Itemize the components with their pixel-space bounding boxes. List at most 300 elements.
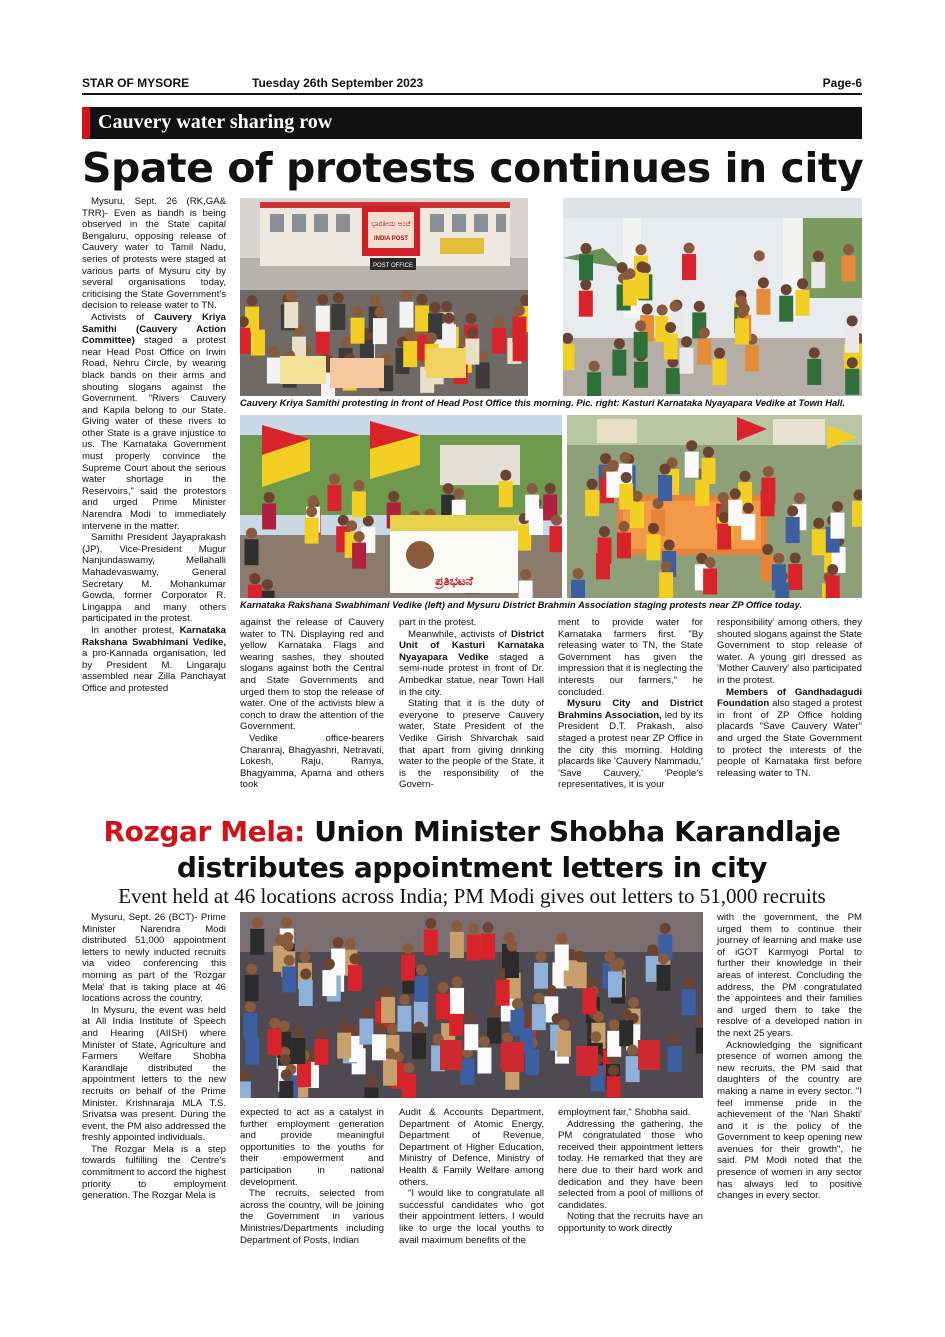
person-figure <box>316 306 330 332</box>
person-figure <box>240 328 250 354</box>
person-head <box>714 348 725 359</box>
person-head <box>438 982 449 993</box>
person-head <box>425 918 436 929</box>
person-figure <box>845 327 859 353</box>
person-figure <box>510 1010 524 1036</box>
photo-town-hall-art <box>563 198 862 396</box>
paragraph: The Rozgar Mela is a step towards fulfilling the Centre's commitment to accord the highest priority to employment generation. The Rozgar Mela is <box>82 1143 226 1202</box>
paragraph: responsibility' among others, they shouted slogans against the State Government to stop release of water. A young girl dressed as 'Mother Cauvery' also participated in the protest. <box>717 617 862 686</box>
photo-head-post-office <box>240 198 528 396</box>
photo-brahmin-association <box>567 415 862 598</box>
person-figure <box>262 503 276 529</box>
page-number: Page-6 <box>822 76 862 90</box>
paragraph-lead: Meanwhile, activists of <box>408 628 511 640</box>
person-figure <box>658 475 672 501</box>
person-head <box>317 294 328 305</box>
person-head <box>403 1062 414 1073</box>
photo-head-post-office-art <box>240 198 528 396</box>
person-figure <box>756 289 770 315</box>
person-figure <box>623 280 637 306</box>
person-figure <box>772 564 786 590</box>
person-figure <box>713 359 727 385</box>
person-head <box>443 483 454 494</box>
person-figure <box>415 305 429 331</box>
person-head <box>329 474 340 485</box>
person-figure <box>761 478 775 504</box>
person-figure <box>322 970 336 996</box>
photo-town-hall <box>563 198 862 396</box>
person-head <box>736 307 747 318</box>
person-figure <box>812 529 826 555</box>
person-figure <box>299 980 313 1006</box>
paragraph-body: staged a semi-nude protest in front of Dr. Ambedkar statue, near Town Hall in the city. <box>399 651 544 698</box>
person-figure <box>464 1024 478 1050</box>
person-figure <box>414 976 428 1002</box>
person-figure <box>779 296 793 322</box>
paragraph <box>82 312 226 532</box>
person-head <box>558 1019 569 1030</box>
story2-headline-line1 <box>82 814 862 850</box>
person-figure <box>401 955 415 981</box>
person-head <box>621 472 632 483</box>
person-head <box>366 1076 377 1087</box>
organisation-name: District Unit of Kasturi Karnataka Nyayapara Vedike <box>399 628 544 663</box>
person-figure <box>619 484 633 510</box>
person-figure <box>248 585 262 598</box>
person-head <box>740 471 751 482</box>
masthead <box>82 76 862 92</box>
person-figure <box>728 500 742 526</box>
person-figure <box>703 568 717 594</box>
post-office-sign-kannada: ಭಾರತೀಯ ಅಂಚೆ <box>371 220 411 228</box>
person-head <box>608 460 619 471</box>
person-figure <box>571 580 585 598</box>
caption-top: Cauvery Kriya Samithi protesting in front of Head Post Office this morning. Pic. right: Kasturi Karnataka Nyayapara Vedike at Town Hall. <box>240 397 845 408</box>
story2-deck: Event held at 46 locations across India; PM Modi gives out letters to 51,000 recruits <box>118 884 826 908</box>
paragraph <box>558 698 703 791</box>
kicker-accent <box>82 107 90 139</box>
person-head <box>354 531 365 542</box>
person-figure <box>842 255 856 281</box>
person-head <box>580 279 591 290</box>
person-figure <box>696 1028 703 1054</box>
story1-column-3 <box>399 617 544 791</box>
person-figure <box>499 481 513 507</box>
paragraph <box>717 687 862 780</box>
story2-column-2 <box>240 1107 384 1246</box>
person-figure <box>519 581 533 598</box>
person-figure <box>279 1081 293 1098</box>
rozgar-mela-label: Rozgar Mela: <box>103 815 305 848</box>
person-head <box>269 1018 280 1029</box>
person-head <box>781 284 792 295</box>
person-head <box>300 968 311 979</box>
person-head <box>346 520 357 531</box>
person-figure <box>399 302 413 328</box>
person-figure <box>830 513 844 539</box>
person-figure <box>348 965 362 991</box>
person-figure <box>634 332 648 358</box>
person-figure <box>477 1048 491 1074</box>
paragraph: ment to provide water for Karnataka farmers first. "By releasing water to TN, the State Government has given the impression that it is neglecting the interests our farmers," he concluded. <box>558 617 703 698</box>
person-figure <box>245 1039 259 1065</box>
person-head <box>658 953 669 964</box>
person-figure <box>373 318 387 344</box>
person-head <box>608 1065 619 1076</box>
person-head <box>252 917 263 928</box>
story2-headline-part: Union Minister Shobha Karandlaje <box>304 815 841 848</box>
person-figure <box>573 962 587 988</box>
person-head <box>500 470 511 481</box>
paragraph <box>399 629 544 699</box>
paragraph-lead: Activists of <box>91 311 155 323</box>
person-head <box>551 515 562 526</box>
person-head <box>669 1034 680 1045</box>
person-figure <box>619 1020 633 1046</box>
person-head <box>773 553 784 564</box>
person-head <box>514 305 525 316</box>
photo-rozgar-mela-art <box>240 912 703 1098</box>
photo-brahmin-association-art <box>567 415 862 598</box>
person-head <box>684 243 695 254</box>
paragraph: against the release of Cauvery water to TN. Displaying red and yellow Karnataka Flags and wearing sashes, they shouted slogans against both the Central and State Governments and urged them to stop the release of water. One of the activists blew a conch to draw the attention of the Government. <box>240 617 384 733</box>
paragraph-body: staged a protest near Head Post Office on Irwin Road, Nehru Circle, by wearing black bands on their arms and shouting slogans against the Government. "Rivers Cauvery and Kapila belong to our State. Giving water of these rivers to other State is a grave injustice to us. The Karnataka Government must properly convince the Supreme Court about the serious water shortage in the Reservoirs," said the protestors and urged Prime Minister Narendra Modi to immediately intervene in the matter. <box>82 335 226 532</box>
person-head <box>453 488 464 499</box>
person-head <box>349 953 360 964</box>
paragraph: Mysuru, Sept. 26 (RK,GA& TRR)- Even as bandh is being observed in the State capital Bengaluru, opposing release of Cauvery water to Tamil Nadu, series of protests were staged at various parts of Mysuru city by several organisations today, criticising the State Government's decision to release water to TN. <box>82 196 226 312</box>
person-head <box>705 557 716 568</box>
person-head <box>581 243 592 254</box>
person-figure <box>465 339 479 365</box>
paragraph: part in the protest. <box>399 617 477 628</box>
person-figure <box>659 572 673 598</box>
person-head <box>573 568 584 579</box>
person-head <box>268 346 279 357</box>
person-figure <box>612 350 626 376</box>
person-figure <box>666 368 680 394</box>
person-figure <box>460 1059 474 1085</box>
person-figure <box>240 1081 251 1098</box>
person-figure <box>563 344 575 370</box>
person-head <box>281 1069 292 1080</box>
paragraph: expected to act as a catalyst in further employment generation and provide meaningful opportunities to the youths for their empowerment and participation in national development. <box>240 1107 384 1188</box>
person-figure <box>315 1039 329 1065</box>
person-figure <box>635 273 649 299</box>
person-head <box>683 978 694 989</box>
organisation-name: Mysuru City and District Brahmins Association, <box>558 698 703 721</box>
person-head <box>762 544 773 555</box>
paragraph: Noting that the recruits have an opportunity to work directly <box>558 1211 703 1234</box>
person-figure <box>697 339 711 365</box>
person-figure <box>606 472 620 498</box>
person-head <box>385 1048 396 1059</box>
person-head <box>647 944 658 955</box>
paragraph: Addressing the gathering, the PM congratulated those who received their appointment letters today. He remarked that they are here due to their hard work and dedication and they have been selected from a pool of millions of candidates. <box>558 1118 703 1211</box>
person-head <box>353 480 364 491</box>
paragraph: In Mysuru, the event was held at All India Institute of Speech and Hearing (AIISH) where Minister of State, Agriculture and Farmers Welfare Shobha Karandlaje distributed the appointment letters to the new recruits on behalf of the Prime Minister. Krishnaraja MLA T.S. Srivatsa was present. During the event, the PM also addressed the freshly appointed individuals. <box>82 1004 226 1144</box>
person-head <box>621 1009 632 1020</box>
person-head <box>763 466 774 477</box>
person-figure <box>845 369 859 395</box>
person-figure <box>555 945 569 971</box>
person-head <box>599 526 610 537</box>
person-head <box>489 1006 500 1017</box>
person-head <box>694 301 705 312</box>
person-figure <box>735 319 749 345</box>
person-head <box>797 278 808 289</box>
person-figure <box>587 372 601 396</box>
person-head <box>283 940 294 951</box>
person-figure <box>402 1074 416 1098</box>
photo-karnataka-rakshana-art <box>240 415 562 598</box>
story1-column-1 <box>82 196 226 695</box>
person-head <box>754 250 765 261</box>
person-figure <box>656 965 670 991</box>
person-head <box>324 959 335 970</box>
person-figure <box>786 517 800 543</box>
person-head <box>245 1002 256 1013</box>
person-figure <box>245 975 259 1001</box>
person-head <box>614 338 625 349</box>
person-head <box>370 295 381 306</box>
person-head <box>790 553 801 564</box>
person-head <box>536 951 547 962</box>
person-figure <box>701 458 715 484</box>
person-head <box>479 1036 490 1047</box>
story2-column-1 <box>82 912 226 1202</box>
person-figure <box>664 333 678 359</box>
person-head <box>345 938 356 949</box>
person-head <box>246 964 257 975</box>
paragraph: The recruits, selected from across the country, will be joining the Government in various Ministries/Departments including Department of Posts, Indian <box>240 1188 384 1246</box>
person-figure <box>685 452 699 478</box>
person-figure <box>617 532 631 558</box>
person-head <box>361 1007 372 1018</box>
paragraph: Vedike office-bearers Charanraj, Bhagyashri, Netravati, Lokesh, Raju, Ramya, Bhagyamma, Aparna and others took <box>240 732 384 791</box>
person-head <box>843 244 854 255</box>
person-head <box>618 521 629 532</box>
paragraph: Stating that it is the duty of everyone to preserve Cauvery water, State President of the Vedike Girish Shivarchak said that apart from giving drinking water to the people of the State, it is the responsibility of the Govern- <box>399 698 544 791</box>
person-figure <box>291 1038 305 1064</box>
person-figure <box>267 358 281 384</box>
person-figure <box>403 341 417 367</box>
person-head <box>333 292 344 303</box>
person-head <box>590 1031 601 1042</box>
person-head <box>466 1013 477 1024</box>
person-head <box>352 306 363 317</box>
person-head <box>403 943 414 954</box>
person-head <box>681 336 692 347</box>
person-figure <box>717 524 731 550</box>
person-head <box>660 464 671 475</box>
person-head <box>574 951 585 962</box>
person-head <box>664 540 675 551</box>
person-figure <box>316 328 330 354</box>
person-figure <box>381 997 395 1023</box>
person-head <box>533 993 544 1004</box>
section-kicker <box>82 107 862 139</box>
person-head <box>686 440 697 451</box>
organisation-name: Karnataka Rakshana Swabhimani Vedike, <box>82 624 226 648</box>
person-head <box>413 1022 424 1033</box>
person-figure <box>251 330 265 356</box>
person-head <box>624 268 635 279</box>
person-figure <box>383 1060 397 1086</box>
post-office-label: POST OFFICE <box>373 263 413 269</box>
person-head <box>620 452 631 463</box>
person-figure <box>597 538 611 564</box>
person-head <box>813 251 824 262</box>
person-figure <box>450 988 464 1014</box>
person-figure <box>741 514 755 540</box>
person-head <box>451 920 462 931</box>
person-head <box>452 976 463 987</box>
person-figure <box>476 362 490 388</box>
person-head <box>832 501 843 512</box>
person-figure <box>582 988 596 1014</box>
person-head <box>813 518 824 529</box>
person-head <box>426 332 437 343</box>
person-figure <box>412 1033 426 1059</box>
person-head <box>467 327 478 338</box>
person-figure <box>534 963 548 989</box>
person-head <box>660 923 671 934</box>
person-figure <box>305 518 319 544</box>
person-figure <box>327 485 341 511</box>
person-head <box>719 512 730 523</box>
paragraph: Samithi President Jayaprakash (JP), Vice-President Mugur Nanjundaswamy, Mellahalli Mahadevaswamy, General Secretary M. Mohankumar Gowda, former Corporator R. Lingappa and many others participated in the protest. <box>82 532 226 625</box>
person-figure <box>512 317 526 343</box>
person-figure <box>331 304 345 330</box>
organisation-name: Cauvery Kriya Samithi (Cauvery Action Committee) <box>82 311 227 347</box>
person-figure <box>607 1031 621 1057</box>
person-figure <box>585 490 599 516</box>
person-figure <box>496 980 510 1006</box>
person-head <box>506 941 517 952</box>
kicker-text: Cauvery water sharing row <box>98 111 333 133</box>
paragraph-body: a pro-Kannada organisation, led by President M. Lingaraju assembled near Zilla Panchayat Office and protested <box>82 648 226 694</box>
person-head <box>628 997 639 1008</box>
person-head <box>246 528 257 539</box>
person-figure <box>397 1006 411 1032</box>
person-head <box>589 361 600 372</box>
person-head <box>405 330 416 341</box>
person-head <box>758 277 769 288</box>
person-head <box>545 483 556 494</box>
story1-headline: Spate of protests continues in city <box>82 144 864 192</box>
paragraph-body: led by its President D.T. Prakash, also staged a protest near ZP Office in the city this morning. Holding placards like 'Cauvery Nammadu,' 'Save Cauvery,' 'People's representatives, it is your <box>558 709 703 791</box>
person-head <box>587 479 598 490</box>
story1-column-2 <box>240 617 384 791</box>
banner-kannada-text: ಪ್ರತಿಭಟನೆ <box>435 574 473 588</box>
person-head <box>308 495 319 506</box>
paragraph: Mysuru, Sept. 26 (BCT)- Prime Minister Narendra Modi distributed 51,000 appointment letters to newly inducted recruits via video conferencing this morning as part of the 'Rozgar Mela' that is taking place at 46 locations across the country. <box>82 912 226 1005</box>
person-head <box>648 523 659 534</box>
person-head <box>809 347 820 358</box>
person-figure <box>826 576 840 598</box>
story2-column-4 <box>558 1107 703 1235</box>
person-figure <box>608 971 622 997</box>
person-figure <box>634 362 648 388</box>
person-figure <box>788 564 802 590</box>
person-figure <box>505 952 519 978</box>
person-head <box>468 923 479 934</box>
person-figure <box>352 491 366 517</box>
post-office-sign-english: INDIA POST <box>373 236 409 242</box>
person-head <box>286 291 297 302</box>
person-figure <box>243 1013 257 1039</box>
person-head <box>249 573 260 584</box>
person-head <box>635 244 646 255</box>
person-head <box>339 1021 350 1032</box>
person-head <box>636 261 647 272</box>
person-figure <box>351 318 365 344</box>
person-figure <box>352 543 366 569</box>
masthead-rule <box>82 93 862 95</box>
person-figure <box>268 1029 282 1055</box>
paragraph: employment fair," Shobha said. <box>558 1107 691 1118</box>
person-figure <box>450 932 464 958</box>
issue-date: Tuesday 26th September 2023 <box>252 76 424 90</box>
person-figure <box>245 539 259 565</box>
person-figure <box>807 359 821 385</box>
person-figure <box>424 930 438 956</box>
person-figure <box>557 1031 571 1057</box>
person-figure <box>359 1019 373 1045</box>
person-head <box>493 316 504 327</box>
person-figure <box>668 1046 682 1072</box>
story2-headline <box>82 814 862 886</box>
person-head <box>520 569 531 580</box>
paragraph-lead: In another protest, <box>91 624 180 636</box>
person-head <box>399 994 410 1005</box>
person-figure <box>282 966 296 992</box>
person-head <box>374 1023 385 1034</box>
person-figure <box>579 291 593 317</box>
person-head <box>657 305 668 316</box>
person-head <box>556 933 567 944</box>
paragraph: Acknowledging the significant presence of women among the new recruits, the PM said that daughters of the country are making a name in every sector. "I feel immense pride in the achievement of the 'Nari Shakti' and it is the policy of the Government to keep opening new avenues for their growth", he said. PM Modi noted that the presence of women in any sector has always led to positive changes in every sector. <box>717 1039 862 1202</box>
person-head <box>281 917 292 928</box>
person-head <box>316 1028 327 1039</box>
person-head <box>293 1027 304 1038</box>
person-head <box>665 322 676 333</box>
person-head <box>262 579 273 590</box>
organisation-name: Members of Gandhadagudi Foundation <box>717 686 862 710</box>
person-figure <box>436 994 450 1020</box>
person-head <box>264 492 275 503</box>
person-figure <box>297 1061 311 1087</box>
photo-rozgar-mela <box>240 912 703 1098</box>
person-figure <box>467 935 481 961</box>
person-head <box>299 951 310 962</box>
person-figure <box>260 591 274 598</box>
person-head <box>609 960 620 971</box>
person-head <box>280 1054 291 1065</box>
photo-karnataka-rakshana <box>240 415 562 598</box>
story2-headline-line2: distributes appointment letters in city <box>176 851 768 884</box>
person-head <box>635 320 646 331</box>
person-head <box>661 561 672 572</box>
person-figure <box>852 501 862 527</box>
person-figure <box>372 1034 386 1060</box>
person-figure <box>492 328 506 354</box>
paragraph <box>82 625 226 695</box>
caption-bottom: Karnataka Rakshana Swabhimani Vedike (left) and Mysuru District Brahmin Association staging protests near ZP Office today. <box>240 599 803 610</box>
person-head <box>482 922 493 933</box>
person-head <box>642 304 653 315</box>
person-head <box>794 493 805 504</box>
